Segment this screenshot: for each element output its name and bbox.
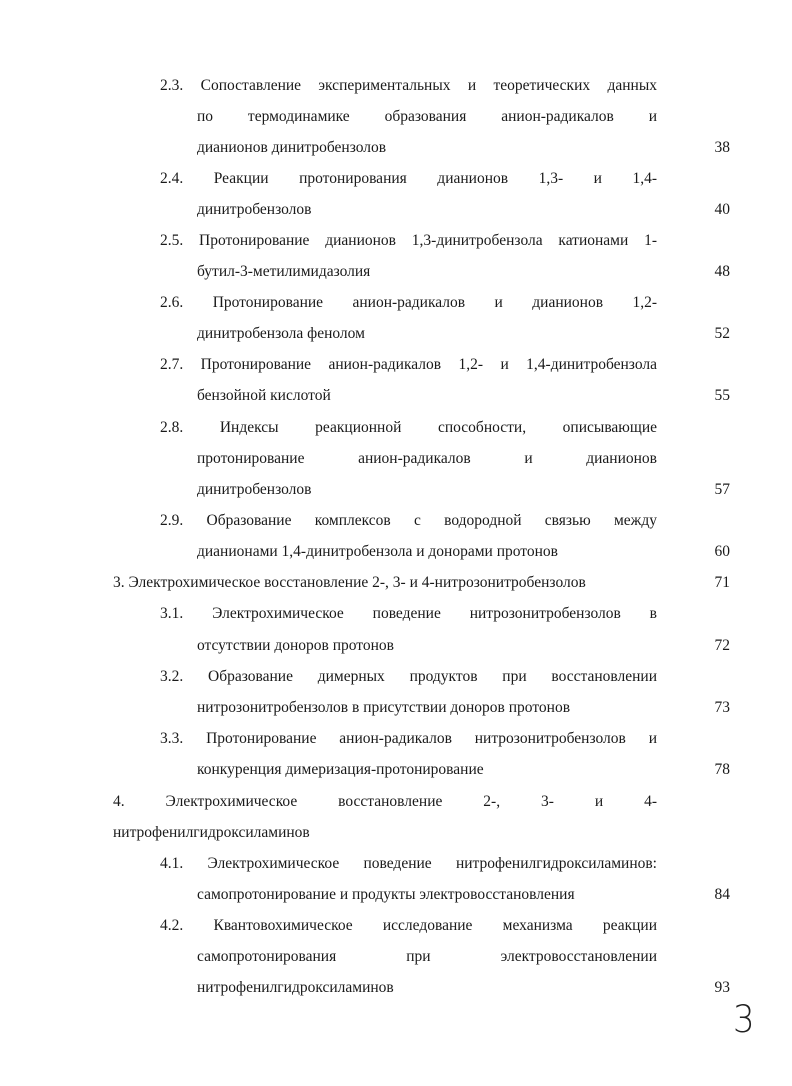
toc-4-2-line-1: 4.2. Квантовохимическое исследование механизма реакции <box>160 917 657 934</box>
toc-2-9-page: 60 <box>714 543 730 560</box>
toc-4-line-1: 4. Электрохимическое восстановление 2-, 3- и 4- <box>113 793 657 810</box>
toc-2-6-page: 52 <box>714 325 730 342</box>
toc-2-7-line-2: бензойной кислотой <box>197 387 331 404</box>
toc-3-page: 71 <box>714 574 730 591</box>
toc-2-4-line-2: динитробензолов <box>197 201 312 218</box>
toc-2-3-line-1: 2.3. Сопоставление экспериментальных и теоретических данных <box>160 77 657 94</box>
toc-2-7-page: 55 <box>714 387 730 404</box>
toc-2-6-line-1: 2.6. Протонирование анион-радикалов и дианионов 1,2- <box>160 294 657 311</box>
toc-4-1-line-1: 4.1. Электрохимическое поведение нитрофенилгидроксиламинов: <box>160 855 657 872</box>
toc-3-3-line-2: конкуренция димеризация-протонирование <box>197 761 484 778</box>
toc-2-3-page: 38 <box>714 139 730 156</box>
toc-3-2-page: 73 <box>714 699 730 716</box>
toc-3-1-line-1: 3.1. Электрохимическое поведение нитрозонитробензолов в <box>160 605 657 622</box>
toc-4-1-page: 84 <box>714 886 730 903</box>
toc-2-3-line-2: по термодинамике образования анион-радикалов и <box>197 108 657 125</box>
toc-3-3-page: 78 <box>714 761 730 778</box>
handwritten-page-number: 3 <box>733 998 755 1042</box>
toc-4-2-line-2: самопротонирования при электровосстановлении <box>197 948 657 965</box>
toc-2-7-line-1: 2.7. Протонирование анион-радикалов 1,2- и 1,4-динитробензола <box>160 356 657 373</box>
toc-2-3-line-3: дианионов динитробензолов <box>197 139 387 156</box>
toc-2-5-line-1: 2.5. Протонирование дианионов 1,3-динитробензола катионами 1- <box>160 232 657 249</box>
toc-4-1-line-2: самопротонирование и продукты электровосстановления <box>197 886 575 903</box>
toc-2-4-page: 40 <box>714 201 730 218</box>
toc-3-2-line-2: нитрозонитробензолов в присутствии доноров протонов <box>197 699 571 716</box>
toc-4-2-line-3: нитрофенилгидроксиламинов <box>197 979 394 996</box>
toc-4-2-page: 93 <box>714 979 730 996</box>
toc-3-2-line-1: 3.2. Образование димерных продуктов при восстановлении <box>160 668 657 685</box>
toc-2-8-line-2: протонирование анион-радикалов и дианионов <box>197 450 657 467</box>
toc-2-6-line-2: динитробензола фенолом <box>197 325 365 342</box>
toc-4-line-2: нитрофенилгидроксиламинов <box>113 824 310 841</box>
toc-2-5-line-2: бутил-3-метилимидазолия <box>197 263 371 280</box>
toc-2-8-line-3: динитробензолов <box>197 481 312 498</box>
toc-2-8-page: 57 <box>714 481 730 498</box>
toc-3-1-page: 72 <box>714 637 730 654</box>
toc-2-8-line-1: 2.8. Индексы реакционной способности, описывающие <box>160 419 657 436</box>
toc-2-4-line-1: 2.4. Реакции протонирования дианионов 1,3- и 1,4- <box>160 170 657 187</box>
toc-3-line-1: 3. Электрохимическое восстановление 2-, 3- и 4-нитрозонитробензолов <box>113 574 586 591</box>
toc-3-1-line-2: отсутствии доноров протонов <box>197 637 394 654</box>
toc-2-9-line-2: дианионами 1,4-динитробензола и донорами протонов <box>197 543 558 560</box>
toc-3-3-line-1: 3.3. Протонирование анион-радикалов нитрозонитробензолов и <box>160 730 657 747</box>
toc-2-9-line-1: 2.9. Образование комплексов с водородной связью между <box>160 512 657 529</box>
toc-2-5-page: 48 <box>714 263 730 280</box>
